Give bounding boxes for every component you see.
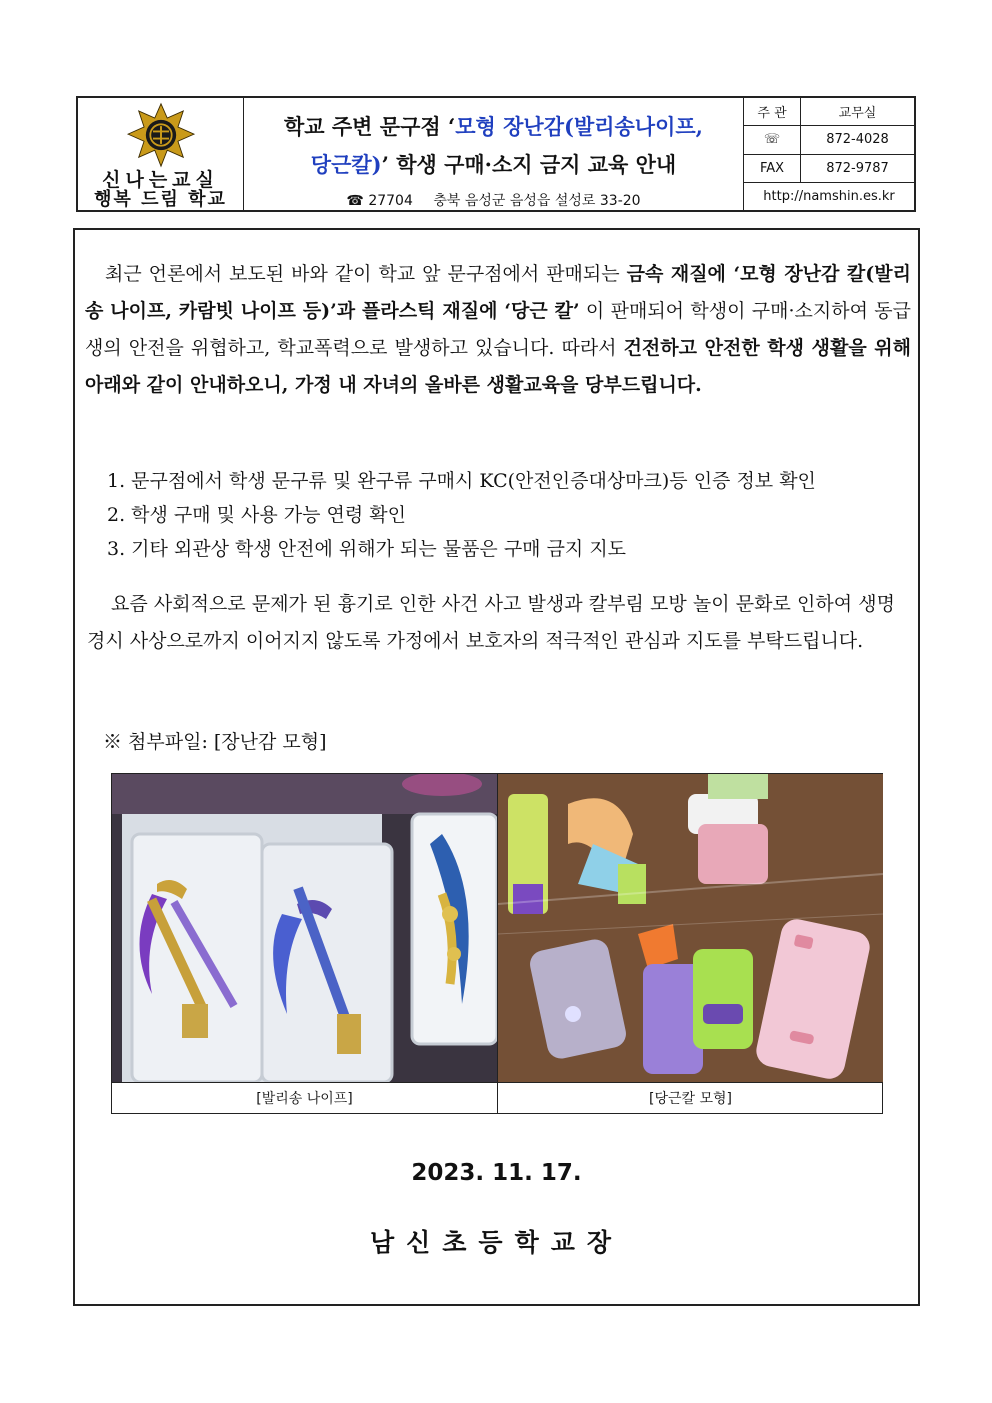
photo-caption: [당근칼 모형] — [649, 1091, 732, 1107]
info-row-website — [744, 183, 914, 210]
photo-caption: [발리송 나이프] — [256, 1091, 353, 1107]
carrot-knife-photo — [498, 774, 883, 1083]
info-row-fax: FAX 872-9787 — [744, 155, 914, 183]
document-body — [73, 228, 920, 1306]
school-motto-line1: 신나는교실 — [102, 169, 219, 191]
list-item: 1. 문구점에서 학생 문구류 및 완구류 구매시 KC(안전인증대상마크)등 인증 정보 확인 — [107, 470, 816, 492]
list-item: 3. 기타 외관상 학생 안전에 위해가 되는 물품은 구매 금지 지도 — [107, 538, 627, 560]
document-title-area — [244, 98, 744, 210]
document-date: 2023. 11. 17. — [411, 1160, 582, 1186]
title-highlight: 모형 장난감(발리송나이프, — [455, 114, 703, 139]
balisong-photo — [112, 774, 497, 1083]
info-row-manager: 주 관 교무실 — [744, 98, 914, 126]
photo-table — [111, 773, 883, 1114]
intro-paragraph: 최근 언론에서 보도된 바와 같이 학교 앞 문구점에서 판매되는 금속 재질에 ‘모형 장난감 칼(발리송 나이프, 카람빗 나이프 등)’과 플라스틱 재질에 ‘당근 칼’ 이 판매되어 학생이 구매·소지하여 동급생의 안전을 위협하고, 학교폭력으로 발생하고 있습니다. 따라서 건전하고 안전한 학생 생활을 위해 아래와 같이 안내하오니, 가정 내 자녀의 올바른 생활교육을 당부드립니다. — [85, 263, 911, 396]
school-address — [346, 190, 640, 210]
phone-icon: ☏ — [744, 126, 801, 153]
info-row-phone: ☏ 872-4028 — [744, 126, 914, 154]
guideline-list — [107, 464, 907, 566]
document-title-line1: 학교 주변 문구점 ‘모형 장난감(발리송나이프, — [284, 114, 703, 139]
address-text: 충북 음성군 음성읍 설성로 33-20 — [433, 193, 641, 209]
school-motto-line2: 행복 드림 학교 — [94, 189, 227, 210]
school-logo-area — [78, 98, 244, 210]
school-emblem-icon — [122, 102, 200, 168]
zip-code: 27704 — [368, 193, 413, 209]
contact-info-table — [744, 98, 914, 210]
website-link[interactable]: http://namshin.es.kr — [763, 188, 895, 204]
postal-icon: ☎ — [346, 193, 364, 209]
attachment-note: ※ 첨부파일: [장난감 모형] — [103, 731, 327, 753]
closing-paragraph: 요즘 사회적으로 문제가 된 흉기로 인한 사건 사고 발생과 칼부림 모방 놀이 문화로 인하여 생명 경시 사상으로까지 이어지지 않도록 가정에서 보호자의 적극적인 관심과 지도를 부탁드립니다. — [87, 593, 895, 652]
photo-cell-balisong — [112, 774, 497, 1113]
document-header — [76, 96, 916, 212]
document-signer: 남신초등학교장 — [369, 1228, 624, 1257]
title-highlight: 당근칼) — [310, 152, 382, 177]
photo-cell-carrot-knife — [497, 774, 883, 1113]
document-title-line2: 당근칼)’ 학생 구매·소지 금지 교육 안내 — [310, 152, 677, 177]
list-item: 2. 학생 구매 및 사용 가능 연령 확인 — [107, 504, 407, 526]
